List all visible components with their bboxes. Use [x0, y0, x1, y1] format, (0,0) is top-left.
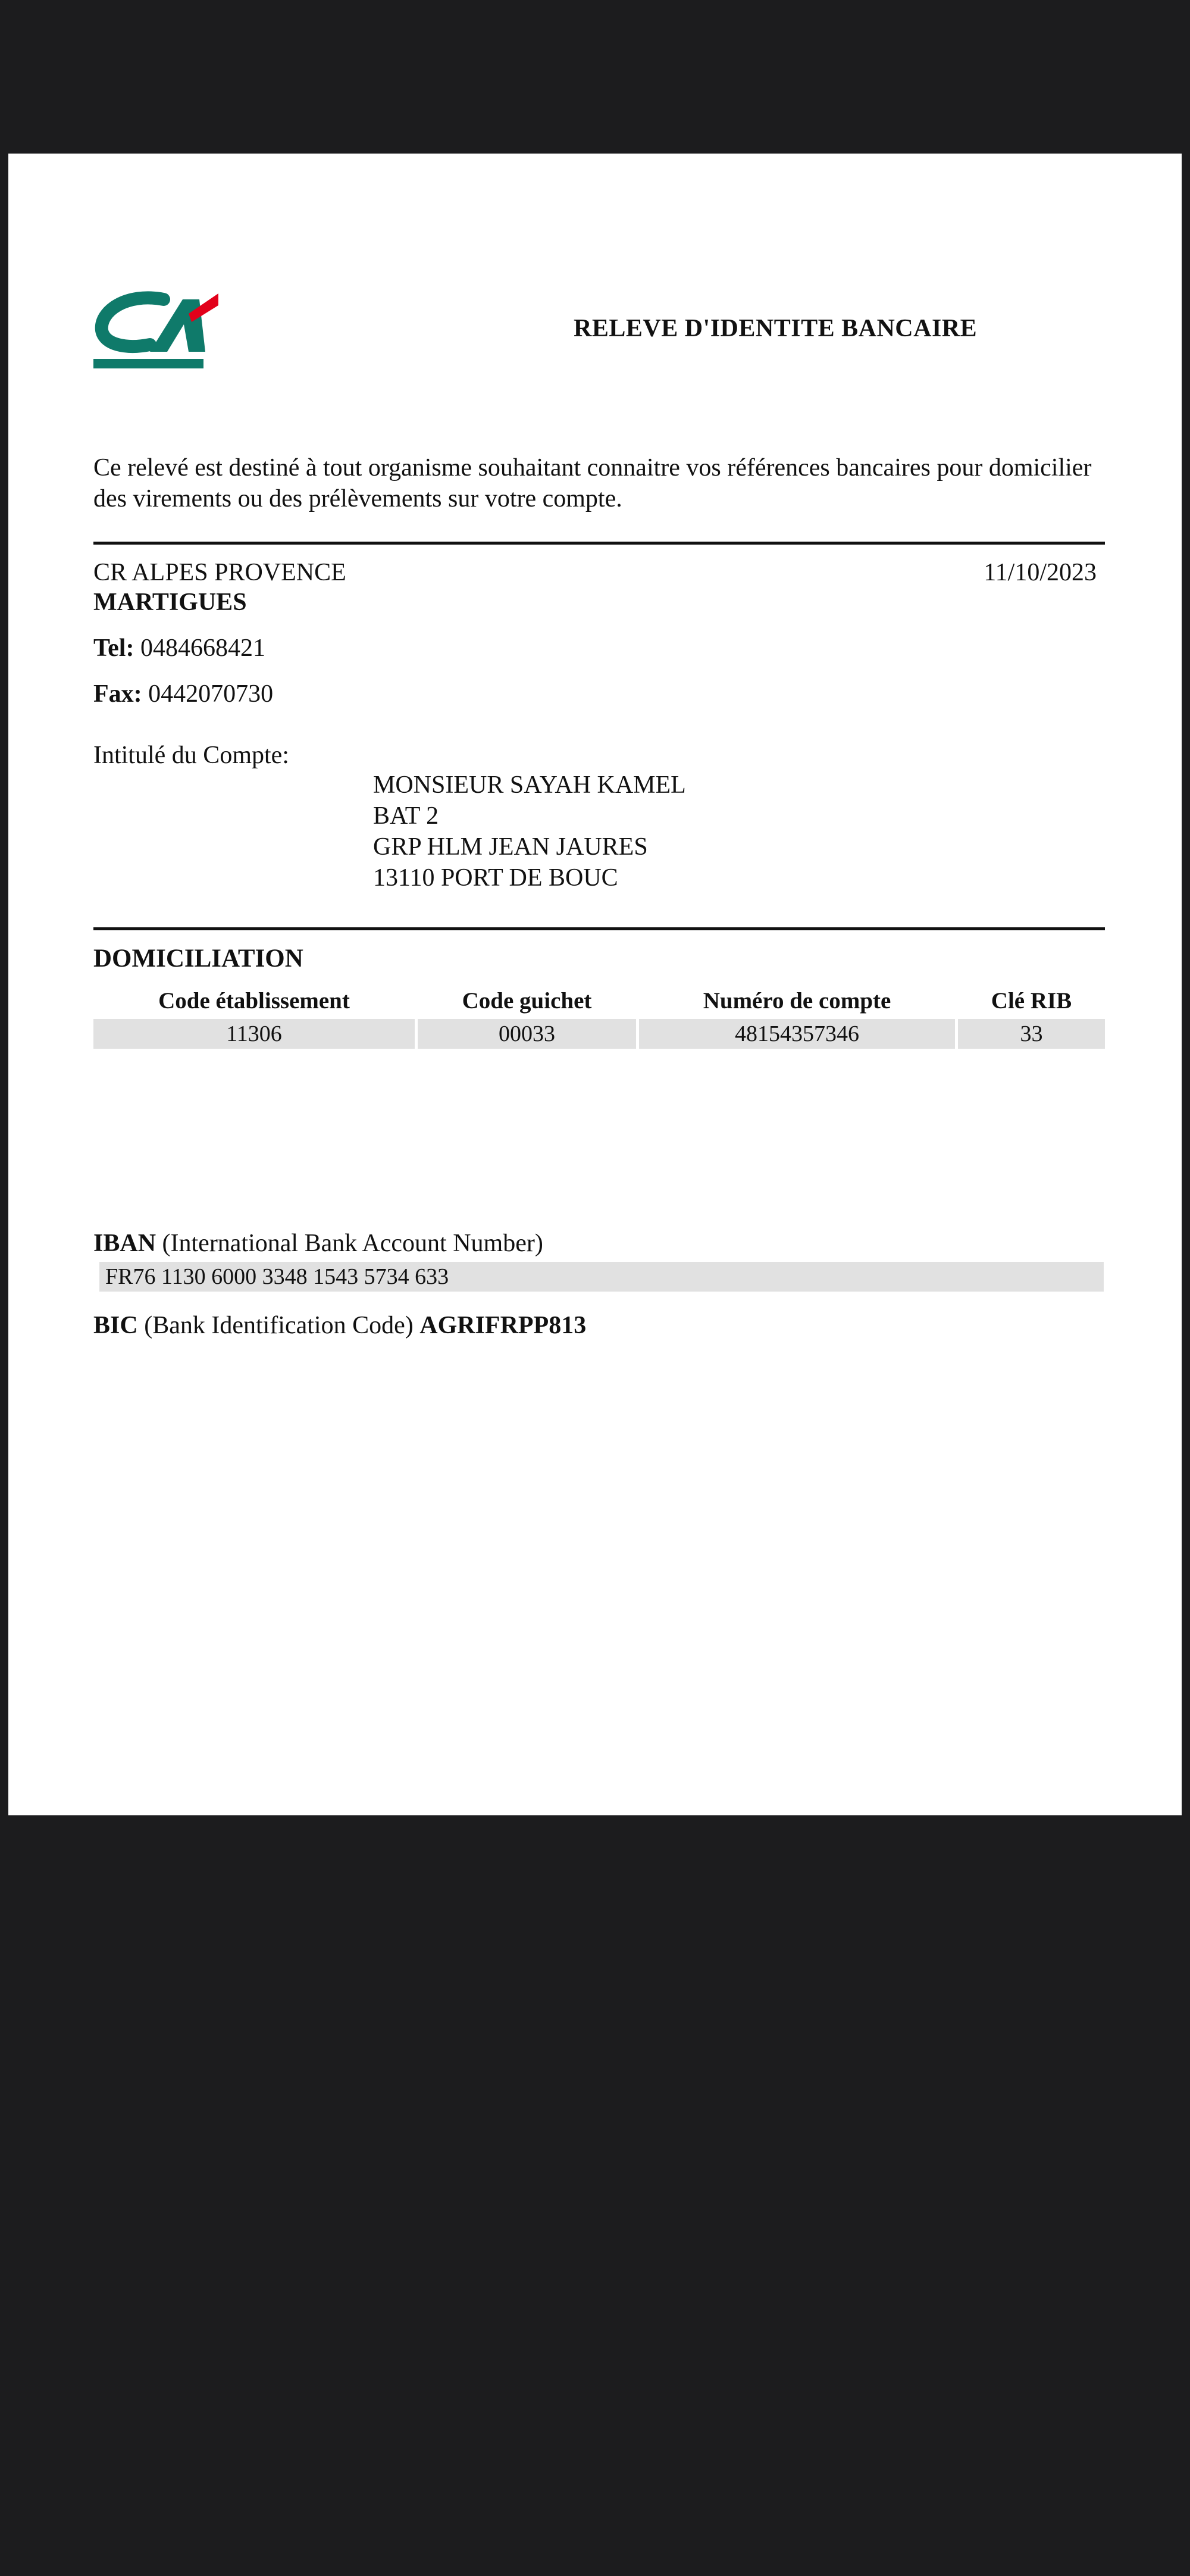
rib-header-rib-key: Clé RIB: [991, 988, 1072, 1014]
credit-agricole-logo-icon: [93, 287, 218, 377]
rib-header-branch-code: Code guichet: [462, 988, 592, 1014]
rib-table: [93, 986, 1105, 1049]
holder-line: GRP HLM JEAN JAURES: [373, 833, 648, 861]
bic-line: [93, 1310, 586, 1341]
iban-label-bold: IBAN: [93, 1230, 156, 1257]
agency-fax: [93, 679, 273, 709]
divider: [93, 542, 1105, 545]
document-title: RELEVE D'IDENTITE BANCAIRE: [574, 315, 978, 342]
iban-description: (International Bank Account Number): [156, 1230, 543, 1257]
agency-phone: [93, 633, 265, 664]
fax-label: Fax:: [93, 680, 142, 708]
bic-value: AGRIFRPP813: [419, 1312, 587, 1339]
rib-bank-code: 11306: [93, 1019, 415, 1049]
intro-text: Ce relevé est destiné à tout organisme souhaitant connaitre vos références bancaires pour domicilier des virements ou des prélèvements sur votre compte.: [93, 454, 1092, 512]
rib-branch-code: 00033: [418, 1019, 636, 1049]
holder-line: MONSIEUR SAYAH KAMEL: [373, 771, 686, 799]
rib-header-account-number: Numéro de compte: [703, 988, 891, 1014]
iban-value: FR76 1130 6000 3348 1543 5734 633: [99, 1262, 1104, 1292]
phone-value: 0484668421: [140, 634, 265, 662]
rib-account-number: 48154357346: [639, 1019, 955, 1049]
iban-label: [93, 1228, 543, 1259]
domiciliation-title: DOMICILIATION: [93, 945, 303, 973]
divider: [93, 927, 1105, 930]
account-holder-label: Intitulé du Compte:: [93, 742, 289, 769]
fax-value: 0442070730: [148, 680, 274, 708]
agency-name: CR ALPES PROVENCE: [93, 559, 346, 586]
holder-line: 13110 PORT DE BOUC: [373, 864, 618, 892]
bic-label: BIC: [93, 1312, 138, 1339]
agency-city: MARTIGUES: [93, 589, 247, 616]
phone-label: Tel:: [93, 634, 134, 662]
rib-header-bank-code: Code établissement: [158, 988, 350, 1014]
holder-line: BAT 2: [373, 802, 439, 830]
document-page: [8, 154, 1182, 1815]
bic-description: (Bank Identification Code): [137, 1312, 420, 1339]
document-date: 11/10/2023: [984, 559, 1097, 586]
rib-key: 33: [958, 1019, 1105, 1049]
account-holder-address: [373, 770, 686, 893]
